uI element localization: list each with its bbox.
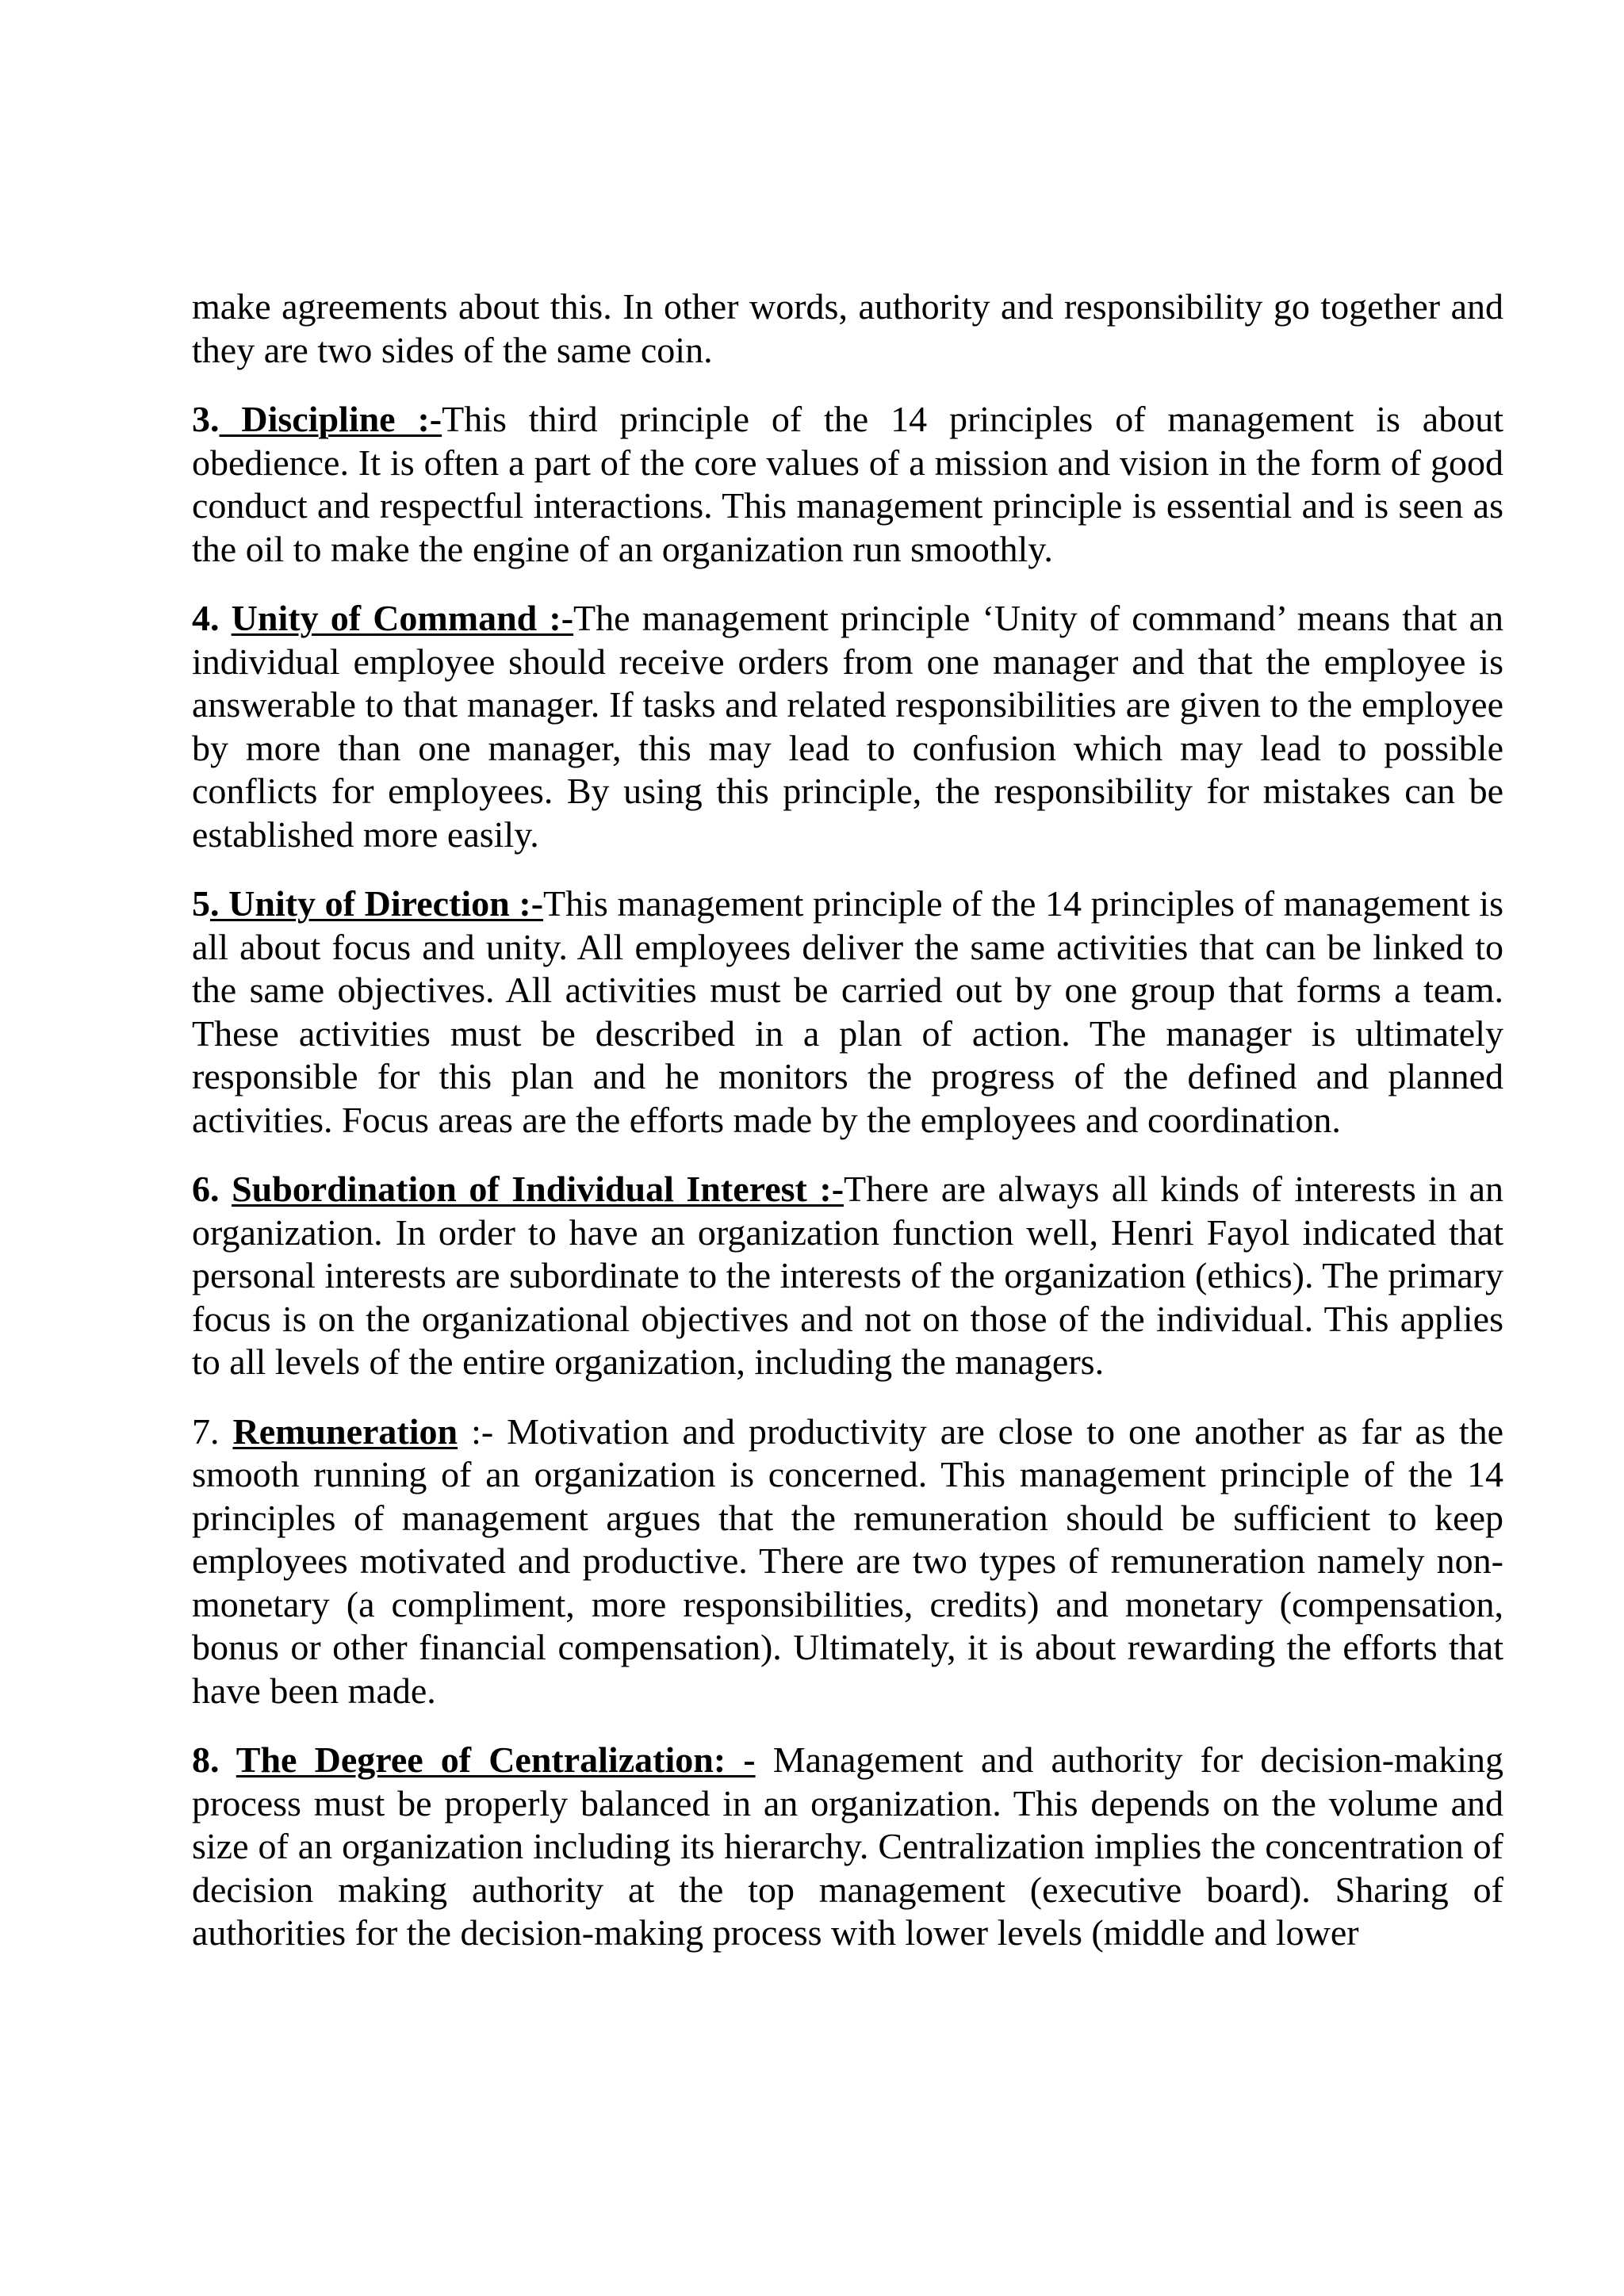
- section-title: Discipline :-: [219, 399, 442, 439]
- section-body: This third principle of the 14 principles of management is about obedience. It is often a part of the core values of a mission and vision in the form of good conduct and respectful interactions. This management principle is essential and is seen as the oil to make the engine of an organization run smoothly.: [192, 399, 1503, 569]
- intro-continuation: make agreements about this. In other words, authority and responsibility go together and they are two sides of the same coin.: [192, 286, 1503, 370]
- section-title: Remuneration: [232, 1410, 458, 1452]
- section-title: . Unity of Direction :-: [210, 883, 544, 924]
- section-body: The management principle ‘Unity of command’ means that an individual employee should receive orders from one manager and that the employee is answerable to that manager. If tasks and related responsibilities are given to the employee by more than one manager, this may lead to confusion which may lead to possible conflicts for employees. By using this principle, the responsibility for mistakes can be established more easily.: [192, 598, 1503, 855]
- section-title: Subordination of Individual Interest :-: [232, 1169, 845, 1209]
- section-title: Unity of Command :-: [231, 598, 574, 638]
- section-body: This management principle of the 14 principles of management is all about focus and unity. All employees deliver the same activities that can be linked to the same objectives. All activities must be carried out by one group that forms a team. These activities must be described in a plan of action. The manager is ultimately responsible for this plan and he monitors the progress of the defined and planned activities. Focus areas are the efforts made by the employees and coordination.: [192, 883, 1503, 1140]
- section-discipline: [192, 398, 1503, 571]
- section-number: 3.: [192, 399, 220, 439]
- section-number: 6.: [192, 1169, 232, 1209]
- section-number: 4.: [192, 598, 232, 638]
- section-unity-of-command: [192, 597, 1503, 856]
- section-body: Management and authority for decision-making process must be properly balanced in an organization. This depends on the volume and size of an organization including its hierarchy. Centralization implies the concentration of decision making authority at the top management (executive board). Sharing of authorities for the decision-making process with lower levels (middle and lower: [192, 1739, 1504, 1953]
- section-subordination: [192, 1168, 1503, 1384]
- section-body: There are always all kinds of interests in an organization. In order to have an organization function well, Henri Fayol indicated that personal interests are subordinate to the interests of the organization (ethics). The primary focus is on the organizational objectives and not on those of the individual. This applies to all levels of the entire organization, including the managers.: [192, 1169, 1504, 1382]
- section-number: 7.: [192, 1410, 233, 1452]
- section-remuneration: [192, 1410, 1503, 1713]
- section-number: 8.: [192, 1739, 236, 1780]
- section-body: :- Motivation and productivity are close to one another as far as the smooth running of an organization is concerned. This management principle of the 14 principles of management argues that the remuneration should be sufficient to keep employees motivated and productive. There are two types of remuneration namely non-monetary (a compliment, more responsibilities, credits) and monetary (compensation, bonus or other financial compensation). Ultimately, it is about rewarding the efforts that have been made.: [192, 1410, 1504, 1711]
- document-page: [192, 285, 1503, 1981]
- section-centralization: [192, 1739, 1503, 1955]
- section-title: The Degree of Centralization: -: [236, 1739, 756, 1780]
- section-number: 5: [192, 883, 210, 924]
- section-unity-of-direction: [192, 882, 1503, 1142]
